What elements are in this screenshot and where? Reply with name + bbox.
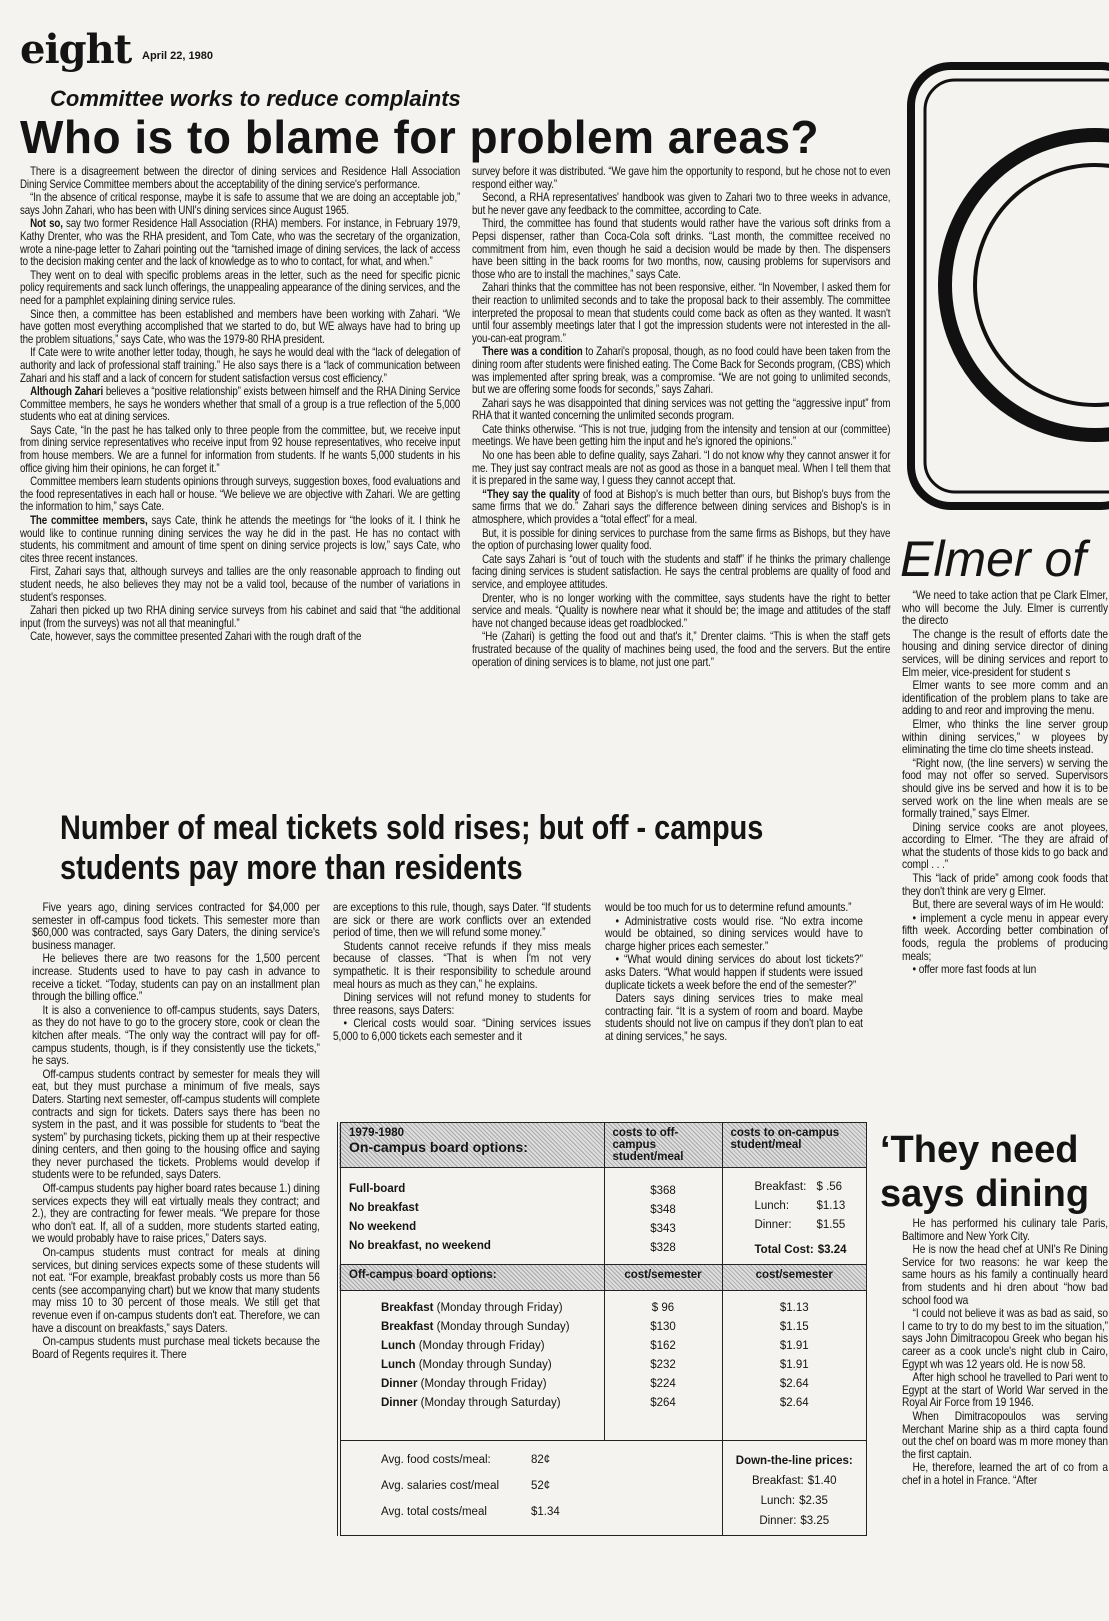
paragraph-lead: Not so,: [30, 217, 63, 231]
paragraph: [902, 1411, 1108, 1461]
paragraph: [20, 270, 460, 308]
off-campus-option: [381, 1299, 596, 1318]
option-days: (Monday through Friday): [415, 1340, 545, 1352]
off-campus-sem-costs: [604, 1291, 722, 1441]
paragraph-text: Dining service cooks are anot ployees, according to Elmer. “The they are afraid of what the students of those kids to go back and compl . . .”: [902, 820, 1108, 872]
option-meal: Lunch: [381, 1340, 416, 1352]
paragraph: [472, 282, 890, 345]
paragraph-text: Dining services will not refund money to students for three reasons, says Daters:: [333, 991, 591, 1017]
paragraph-lead: “They say the quality: [482, 487, 580, 501]
paragraph: [902, 629, 1108, 679]
on-campus-option-label: Full-board: [349, 1183, 406, 1195]
down-the-line-value: $2.35: [799, 1495, 828, 1507]
meal-cost: $1.13: [779, 1302, 809, 1314]
paragraph: [902, 1308, 1108, 1371]
paragraph: [472, 631, 890, 669]
semester-cost: $224: [650, 1378, 676, 1390]
paragraph: [32, 953, 320, 1003]
paragraph: [20, 605, 460, 630]
paragraph-text: • implement a cycle menu in appear every fifth week. According better combination of foods, regula the problems of producing meals;: [902, 911, 1108, 963]
issue-date: April 22, 1980: [142, 50, 213, 62]
paragraph: [20, 386, 460, 424]
paragraph-lead: Although Zahari: [30, 385, 104, 399]
paragraph-text: Zahari then picked up two RHA dining service surveys from his cabinet and said that “the additional input (from the surveys) was not all that meaningful.”: [20, 604, 461, 630]
option-meal: Dinner: [381, 1397, 418, 1409]
table-year: 1979-1980: [349, 1127, 404, 1139]
chef-column: [902, 1218, 1108, 1488]
paragraph-text: If Cate were to write another letter today, though, he says he would deal with the “lack of delegation of authority and lack of professional staff training.” He also says there is a “lack of communication between Zahari and his staff and a lack of concern for student satisfaction versus cost efficiency.”: [20, 346, 461, 385]
paragraph-text: He is now the head chef at UNI's Re Dining Service for two reasons: he war keep the same hours as his family a continually heard from students and hi dren about “how bad school food wa: [902, 1243, 1108, 1307]
paragraph: [333, 992, 591, 1017]
option-meal: Breakfast: [381, 1321, 434, 1333]
chef-headline: [880, 1128, 1109, 1216]
paragraph-text: This “lack of pride” among cook foods that they don't think are very g Elmer.: [902, 872, 1108, 898]
semester-cost: $ 96: [651, 1302, 675, 1314]
semester-cost: $232: [650, 1359, 676, 1371]
logo-graphic: [905, 60, 1109, 512]
paragraph: [32, 1069, 320, 1182]
down-the-line-price: [731, 1511, 859, 1531]
paragraph-text: Elmer, who thinks the line server group within dining services,” w ployees by eliminating the time clo time sheets instead.: [902, 717, 1108, 757]
off-campus-option: [381, 1318, 596, 1337]
paragraph-text: Second, a RHA representatives' handbook was given to Zahari two to three weeks in advance, but he never gave any feedback to the committee, according to Cate.: [472, 191, 891, 217]
average-costs: [339, 1441, 722, 1536]
paragraph-text: When Dimitracopoulos was serving Merchant Marine ship as a third capta found out the chef on board was m more money than the first captain.: [902, 1409, 1108, 1461]
off-campus-title: Off-campus board options:: [339, 1265, 604, 1291]
off-campus-option: [381, 1394, 596, 1413]
down-the-line-value: $3.25: [800, 1515, 830, 1527]
off-campus-meal-costs: [722, 1291, 867, 1441]
paragraph-text: Drenter, who is no longer working with the committee, says students have the right to better service and meals. “Quality is nowhere near what it should be; the image and attitudes of the staff have not changed because ideas get roadblocked.”: [472, 591, 891, 630]
meal-cost: $1.91: [779, 1340, 809, 1352]
paragraph-text: • “What would dining services do about lost tickets?” asks Daters. “What would happen if students were issued duplicate tickets a week before the end of the semester?”: [605, 953, 863, 992]
paragraph: [902, 1244, 1108, 1307]
header-on-campus-cost: costs to on-campus student/meal: [722, 1123, 867, 1168]
meal-cost-row: [755, 1216, 859, 1235]
down-the-line-price: [731, 1491, 859, 1511]
meal-label: Dinner:: [754, 1219, 792, 1231]
paragraph-text: Students cannot receive refunds if they miss meals because of classes. “That is when I'm not very sympathetic. It is their responsibility to schedule around meal hours as much as they can,” he explains.: [333, 939, 591, 991]
down-the-line-label: Dinner:: [759, 1515, 797, 1527]
paragraph-text: “He (Zahari) is getting the food out and that's it,” Drenter claims. “This is when the staff gets frustrated because of the quality of machines being used, the food and the servers. But the entire operation of dining services is to blame, not just one part.”: [472, 630, 891, 669]
paragraph-text: • offer more fast foods at lun: [912, 963, 1037, 977]
meal-cost-row: [755, 1197, 859, 1216]
average-value: 82¢: [531, 1454, 551, 1466]
meal-cost: $1.91: [779, 1359, 809, 1371]
paragraph: [32, 1336, 320, 1361]
average-cost-row: [381, 1473, 714, 1499]
paragraph-text: would be too much for us to determine refund amounts.”: [605, 901, 852, 914]
paragraph: [902, 758, 1108, 821]
meal-cost: $2.64: [779, 1397, 809, 1409]
on-campus-option-label: No breakfast, no weekend: [349, 1240, 491, 1252]
paragraph-text: to Zahari's proposal, though, as no food could have been taken from the dining room after students were finished eating. The Come Back for Seconds program, (CBS) which was implemented after spring break, was a compromise. “We are not going to unlimited seconds, but we are offering some foods for seconds,” says Zahari.: [472, 345, 891, 397]
paragraph-text: After high school he travelled to Pari went to Egypt at the start of World War served in the Royal Air Force from 19 1946.: [902, 1371, 1108, 1410]
paragraph: [472, 192, 890, 217]
meal-cost: $2.64: [779, 1378, 809, 1390]
semester-cost: $162: [650, 1340, 676, 1352]
paragraph-text: Third, the committee has found that students would rather have the various soft drinks from a Pepsi dispenser, rather than Coca-Cola soft drinks. “Last month, the committee received no commitment from him, even though he said a decision would be made by then. The dispensers have been sitting in the back rooms for two months, now, causing problems for supervisors and those who are to install the machines,” says Cate.: [472, 217, 891, 281]
paragraph-text: On-campus students must purchase meal tickets because the Board of Regents requires it. There: [32, 1335, 320, 1361]
paragraph-text: Five years ago, dining services contracted for $4,000 per semester in off-campus food tickets. This semester more than $60,000 was contracted, says Gary Daters, the dining service's business manager.: [32, 901, 320, 952]
meal-cost: $ .56: [816, 1181, 843, 1193]
paragraph: [605, 954, 863, 992]
paragraph: [333, 941, 591, 991]
average-label: Avg. salaries cost/meal: [381, 1480, 500, 1492]
option-days: (Monday through Friday): [433, 1302, 563, 1314]
down-the-line-prices: [731, 1471, 859, 1531]
down-the-line-price: [731, 1471, 859, 1491]
paragraph-text: On-campus students must contract for meals at dining services, but dining services expects some of these students will not eat. “For example, breakfast probably costs us more than 56 cents (see accompanying chart) but we know that many students may miss 10 to 30 percent of those meals. We still get that revenue even if on-campus students don't eat. Therefore, we can have a discount on breakfasts,” says Daters.: [32, 1246, 320, 1335]
paragraph-text: “I could not believe it was as bad as said, so I came to try to do my best to im the situation,” says John Dimitracopou Greek who began his career as a cook uncle's night club in Cairo, Egypt wh was 12 years old. He is now 58.: [902, 1307, 1108, 1371]
paragraph: [20, 476, 460, 514]
off-campus-options: [339, 1291, 604, 1441]
paragraph: [902, 590, 1108, 628]
article2-column-3: [605, 902, 863, 1045]
paragraph: [472, 218, 890, 281]
paragraph-text: There is a disagreement between the director of dining services and Residence Hall Association Dining Service Committee members about the acceptability of the dining service's performance.: [20, 165, 461, 191]
semester-cost: $130: [650, 1321, 676, 1333]
paragraph: [605, 916, 863, 954]
paragraph: [902, 1218, 1108, 1243]
off-campus-option: [381, 1375, 596, 1394]
paragraph-lead: There was a condition: [482, 345, 583, 359]
paragraph-text: Zahari thinks that the committee has not been responsive, either. “In November, I asked them for their reaction to unlimited seconds and to take the proposal back to their assembly. The committee interpreted the proposal to mean that students could come back as often as they wanted. It wasn't until four assembly meetings later that I got the impression students were not interested in the all-you-can-eat program.”: [472, 281, 891, 345]
on-campus-costs: [604, 1168, 722, 1265]
chef-headline-text: ‘They need says dining: [880, 1129, 1090, 1215]
paragraph: [605, 902, 863, 915]
paragraph: [472, 450, 890, 488]
header-cost-semester-meal: cost/semester: [722, 1265, 867, 1291]
paragraph: [605, 993, 863, 1043]
paragraph: [32, 1183, 320, 1246]
paragraph: [902, 719, 1108, 757]
header-off-campus-cost: costs to off-campus student/meal: [604, 1123, 722, 1168]
article2-headline: Number of meal tickets sold rises; but off - campus students pay more than residents: [60, 809, 764, 887]
paragraph-text: Says Cate, “In the past he has talked only to three people from the committee, but, we receive input from dining service representatives who receive input from 92 house representatives, who receive input from house members. We are a funnel for information from students. If he wants 5,000 students in his office giving him their opinions, he can forget it.”: [20, 423, 461, 475]
paragraph-text: Daters says dining services tries to make meal contracting fair. “It is a system of room and board. Maybe students should not live on campus if they don't plan to eat at dining services,” he says.: [605, 992, 863, 1043]
down-the-line-label: Lunch:: [760, 1495, 796, 1507]
off-campus-option: [381, 1337, 596, 1356]
paragraph-text: Off-campus students contract by semester for meals they will eat, but they must purchase a minimum of five meals, says Daters. Starting next semester, off-campus students will complete contracts and sign for tickets. Daters says there has been no system in the past, and it was possible for students to “beat the system” by purchasing tickets, picking them up at their respective dining centers, and then going to the housing office and saying they never purchased the tickets. Problems would develop if students were to be refunded, says Daters.: [32, 1067, 320, 1182]
article2-column-1: [32, 902, 320, 1362]
paragraph: [472, 489, 890, 527]
paragraph-text: Elmer wants to see more comm and an identification of the problem plans to take are adding to and reor and improving the menu.: [902, 679, 1108, 718]
meal-cost: $1.15: [779, 1321, 809, 1333]
paragraph-text: of food at Bishop's is much better than ours, but Bishop's buys from the same firms that we do.” Zahari says the difference between dining services and Bishop's is in atmosphere, which provides a “total effect” for a meal.: [472, 487, 891, 527]
on-campus-option-label: No weekend: [349, 1221, 417, 1233]
paragraph: [20, 218, 460, 268]
average-cost-row: [381, 1499, 714, 1525]
paragraph-text: says Cate, think he attends the meetings for “the looks of it. I think he would like to continue running dining services the way he did in the past. He has no contact with students, his commitment and amount of time spent on dining service projects is low,” says Cate, who cites three recent instances.: [20, 514, 461, 565]
average-value: $1.34: [531, 1506, 560, 1518]
option-days: (Monday through Sunday): [433, 1321, 570, 1333]
paragraph: [472, 554, 890, 592]
option-meal: Breakfast: [381, 1302, 434, 1314]
paragraph: [472, 593, 890, 631]
on-campus-option-cost: $348: [650, 1204, 676, 1216]
article1-column-1: [20, 166, 460, 645]
paragraph-text: The change is the result of efforts date the housing and dining service director of dining services, will be dining services and report to Elm meier, vice-president for student s: [902, 627, 1108, 679]
on-campus-title: On-campus board options:: [349, 1139, 528, 1155]
average-label: Avg. food costs/meal:: [381, 1454, 491, 1466]
average-cost-row: [381, 1447, 714, 1473]
paragraph: [32, 1005, 320, 1068]
paragraph: [20, 515, 460, 565]
on-campus-option-cost: $328: [650, 1242, 676, 1254]
total-cost-value: $3.24: [817, 1244, 847, 1256]
paragraph: [333, 1018, 591, 1043]
paragraph: [902, 873, 1108, 898]
article1-column-2: [472, 166, 890, 670]
article2-column-2: [333, 902, 591, 1045]
paragraph: [20, 631, 460, 644]
section-folio: eight: [20, 26, 132, 73]
meal-label: Lunch:: [754, 1200, 790, 1212]
meal-label: Breakfast:: [754, 1181, 807, 1193]
paragraph: [20, 347, 460, 385]
average-label: Avg. total costs/meal: [381, 1506, 487, 1518]
paragraph: [20, 309, 460, 347]
paragraph-text: • Administrative costs would rise. “No extra income would be obtained, so dining services would have to charge higher prices each semester.”: [605, 914, 863, 953]
option-meal: Lunch: [381, 1359, 416, 1371]
on-campus-option-label: No breakfast: [349, 1202, 419, 1214]
paragraph: [472, 528, 890, 553]
paragraph: [472, 398, 890, 423]
paragraph: [902, 822, 1108, 872]
paragraph-text: “In the absence of critical response, maybe it is safe to assume that we are doing an acceptable job,” says John Zahari, who has been with UNI's dining services since August 1965.: [20, 191, 461, 217]
on-campus-option-cost: $343: [650, 1223, 676, 1235]
paragraph: [20, 425, 460, 475]
meal-cost: $1.55: [816, 1219, 846, 1231]
meal-cost-row: [755, 1178, 859, 1197]
elmer-column: [902, 590, 1108, 978]
on-campus-options: [339, 1168, 604, 1265]
paragraph-text: say two former Residence Hall Association (RHA) members. For instance, in February 1979, Kathy Drenter, who was the RHA president, and Tom Cate, who was the secretary of the organization, wrote a nine-page letter to Zahari pointing out the “tarnished image of dining services, the lack of access to the decision making center and the lack of knowledge as to who to contact, for what, and when.”: [20, 217, 461, 269]
paragraph-text: survey before it was distributed. “We gave him the opportunity to respond, but he chose not to even respond either way.”: [472, 165, 891, 191]
header-cost-semester: cost/semester: [604, 1265, 722, 1291]
paragraph: [20, 566, 460, 604]
article-kicker: Committee works to reduce complaints: [50, 86, 461, 111]
paragraph-text: • Clerical costs would soar. “Dining services issues 5,000 to 6,000 tickets each semester and it: [333, 1017, 591, 1043]
down-the-line-title: Down-the-line prices:: [735, 1455, 853, 1467]
paragraph-text: “Right now, (the line servers) w serving the food may not offer so served. Supervisors should give ins be served and how it is to be served work on the line when meals are se formally trained,” says Elmer.: [902, 756, 1108, 821]
total-cost-label: Total Cost:: [754, 1244, 814, 1256]
paragraph-text: Since then, a committee has been established and members have been working with Zahari. “We have gotten most everything accomplished that we started to do, but WE always have had to bring up the problem situations,” says Cate, who was the 1979-80 RHA president.: [20, 307, 461, 346]
paragraph: [32, 1247, 320, 1335]
paragraph: [902, 1372, 1108, 1410]
paragraph-text: Cate, however, says the committee presented Zahari with the rough draft of the: [30, 630, 362, 644]
down-the-line-label: Breakfast:: [751, 1475, 804, 1487]
paragraph: [20, 192, 460, 217]
paragraph-text: It is also a convenience to off-campus students, says Daters, as they do not have to go to the grocery store, cook or clean the kitchen after meals. “The only way the contract will pay for off-campus students, though, is if they consistently use the tickets,” he says.: [32, 1003, 320, 1068]
paragraph-text: Committee members learn students opinions through surveys, suggestion boxes, food evaluations and the food representatives in each hall or house. “We believe we are objective with Zahari. We are getting the information to him,” says Cate.: [20, 475, 461, 514]
paragraph: [472, 166, 890, 191]
paragraph-text: But, there are several ways of im He would:: [912, 898, 1104, 912]
paragraph: [472, 424, 890, 449]
option-meal: Dinner: [381, 1378, 418, 1390]
paragraph-text: They went on to deal with specific problems areas in the letter, such as the need for specific picnic policy requirements and sack lunch offerings, the unappealing appearance of the dining services, and the need for a pamphlet explaining dining service rules.: [20, 268, 461, 307]
paragraph: [902, 913, 1108, 963]
option-days: (Monday through Friday): [417, 1378, 547, 1390]
down-the-line-value: $1.40: [807, 1475, 837, 1487]
paragraph-text: First, Zahari says that, although surveys and tallies are the only reasonable approach to finding out student needs, he also believes they may not be a valid tool, because of the number of variations in student's responses.: [20, 565, 461, 604]
article-headline: Who is to blame for problem areas?: [20, 111, 820, 163]
paragraph-text: Zahari says he was disappointed that dining services was not getting the “aggressive input” from RHA that it wanted concerning the unlimited seconds program.: [472, 396, 891, 423]
paragraph-text: “We need to take action that pe Clark Elmer, who will become the July. Elmer is currently the directo: [902, 589, 1108, 628]
paragraph-text: But, it is possible for dining services to purchase from the same firms as Bishops, but they have the option of purchasing lower quality food.: [472, 526, 891, 553]
paragraph-lead: The committee members,: [30, 514, 148, 528]
total-cost-row: [755, 1241, 859, 1260]
meal-cost: $1.13: [816, 1200, 846, 1212]
paragraph-text: No one has been able to define quality, says Zahari. “I do not know why they cannot answer it for me. They just say contract meals are not as good as those in a banquet meal. When I tell them that it is prepared in the same way, I guess they cannot accept that.: [472, 449, 891, 488]
paragraph: [902, 899, 1108, 912]
paragraph: [472, 346, 890, 396]
paragraph-text: Cate thinks otherwise. “This is not true, judging from the intensity and tension at our (committee) meetings. We have been getting him the input and he's ignored the opinions.”: [472, 422, 891, 449]
option-days: (Monday through Sunday): [415, 1359, 552, 1371]
paragraph: [902, 680, 1108, 718]
paragraph-text: are exceptions to this rule, though, says Dater. “If students are sick or there are work conflicts over an extended period of time, then we will refund some money.”: [333, 901, 591, 940]
paragraph-text: believes a “positive relationship” exists between himself and the RHA Dining Service Committee members, he says he wonders whether that small of a group is a true reflection of the 5,000 students who eat at dining services.: [20, 385, 461, 424]
on-campus-meal-costs: [722, 1168, 867, 1265]
paragraph: [32, 902, 320, 952]
paragraph: [902, 1462, 1108, 1487]
board-options-table: [337, 1122, 867, 1536]
paragraph-text: He believes there are two reasons for the 1,500 percent increase. Students used to have to pay cash in advance to receive a ticket. “Today, students can pay on an installment plan through the billing office.”: [32, 952, 320, 1004]
paragraph-text: Off-campus students pay higher board rates because 1.) dining services expects they will eat virtually meals they contract; and 2.), they are contracting for fewer meals. “We prepare for those who don't eat. If, all of a sudden, more students started eating, we would probably have to raise prices,” Daters says.: [32, 1182, 320, 1246]
paragraph-text: He, therefore, learned the art of co from a chef in a hotel in France. “After: [902, 1461, 1108, 1487]
paragraph: [902, 964, 1108, 977]
average-value: 52¢: [531, 1480, 551, 1492]
off-campus-option: [381, 1356, 596, 1375]
elmer-headline: Elmer of: [900, 531, 1087, 587]
on-campus-option-cost: $368: [650, 1185, 676, 1197]
option-days: (Monday through Saturday): [417, 1397, 561, 1409]
paragraph-text: Cate says Zahari is “out of touch with the students and staff” if he thinks the primary challenge facing dining services is student satisfaction. He says the central problems are quality of food and service, and employee attitudes.: [472, 552, 891, 591]
semester-cost: $264: [650, 1397, 676, 1409]
paragraph: [20, 166, 460, 191]
paragraph: [333, 902, 591, 940]
paragraph-text: He has performed his culinary tale Paris, Baltimore and New York City.: [902, 1217, 1108, 1243]
